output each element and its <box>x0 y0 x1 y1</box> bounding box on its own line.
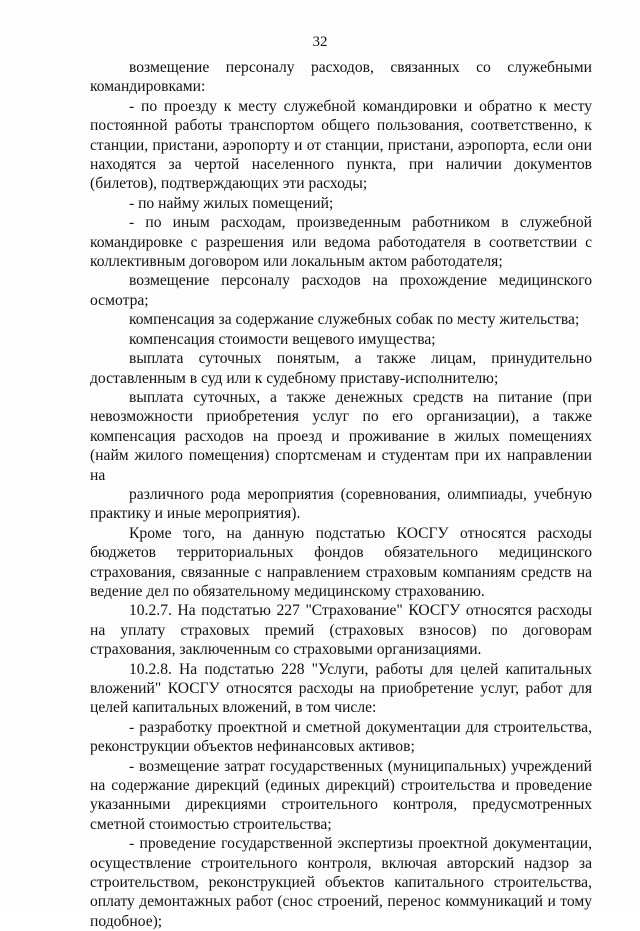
paragraph: возмещение персоналу расходов на прохождение медицинского осмотра; <box>90 272 592 309</box>
paragraph: - по найму жилых помещений; <box>129 194 334 212</box>
paragraph: 10.2.7. На подстатью 227 "Страхование" КОСГУ относятся расходы на уплату страховых премий (страховых взносов) по договорам страхования, заключенным со страховыми организациями. <box>90 602 592 659</box>
paragraph: возмещение персоналу расходов, связанных со служебными командировками: <box>90 59 592 96</box>
paragraph: - возмещение затрат государственных (муниципальных) учреждений на содержание дирекций (единых дирекций) строительства и проведение указанными дирекциями строительного контроля, предусмотренных сметной стоимостью строительства; <box>90 757 592 833</box>
paragraph: выплата суточных понятым, а также лицам, принудительно доставленным в суд или к судебному приставу-исполнителю; <box>90 350 592 387</box>
paragraph: Кроме того, на данную подстатью КОСГУ относятся расходы бюджетов территориальных фондов обязательного медицинского страхования, связанные с направлением страховым компаниям средств на ведение дел по обязательному медицинскому страхованию. <box>90 524 592 600</box>
paragraph: - по проезду к месту служебной командировки и обратно к месту постоянной работы транспортом общего пользования, соответственно, к станции, пристани, аэропорту и от станции, пристани, аэропорта, если они находятся за чертой населенного пункта, при наличии документов (билетов), подтверждающих эти расходы; <box>90 97 592 193</box>
paragraph: - проведение государственной экспертизы проектной документации, осуществление строительного контроля, включая авторский надзор за строительством, реконструкцией объектов капитального строительства, оплату демонтажных работ (снос строений, перенос коммуникаций и тому подобное); <box>90 835 592 930</box>
paragraph: - по иным расходам, произведенным работником в служебной командировке с разрешения или ведома работодателя в соответствии с коллективным договором или локальным актом работодателя; <box>90 214 592 271</box>
paragraph: 10.2.8. На подстатью 228 "Услуги, работы для целей капитальных вложений" КОСГУ относятся расходы на приобретение услуг, работ для целей капитальных вложений, в том числе: <box>90 660 592 717</box>
paragraph: - разработку проектной и сметной документации для строительства, реконструкции объектов нефинансовых активов; <box>90 718 592 756</box>
document-body <box>90 58 592 931</box>
page-number: 32 <box>312 34 328 50</box>
paragraph: компенсация стоимости вещевого имущества; <box>129 330 436 348</box>
paragraph: компенсация за содержание служебных собак по месту жительства; <box>129 311 580 329</box>
paragraph: выплата суточных, а также денежных средств на питание (при невозможности приобретения услуг по его организации), а также компенсация расходов на проезд и проживание в жилых помещениях (найм жилого помещения) спортсменам и студентам при их направлении на <box>90 388 592 484</box>
paragraph: различного рода мероприятия (соревнования, олимпиады, учебную практику и иные мероприятия). <box>90 485 592 523</box>
